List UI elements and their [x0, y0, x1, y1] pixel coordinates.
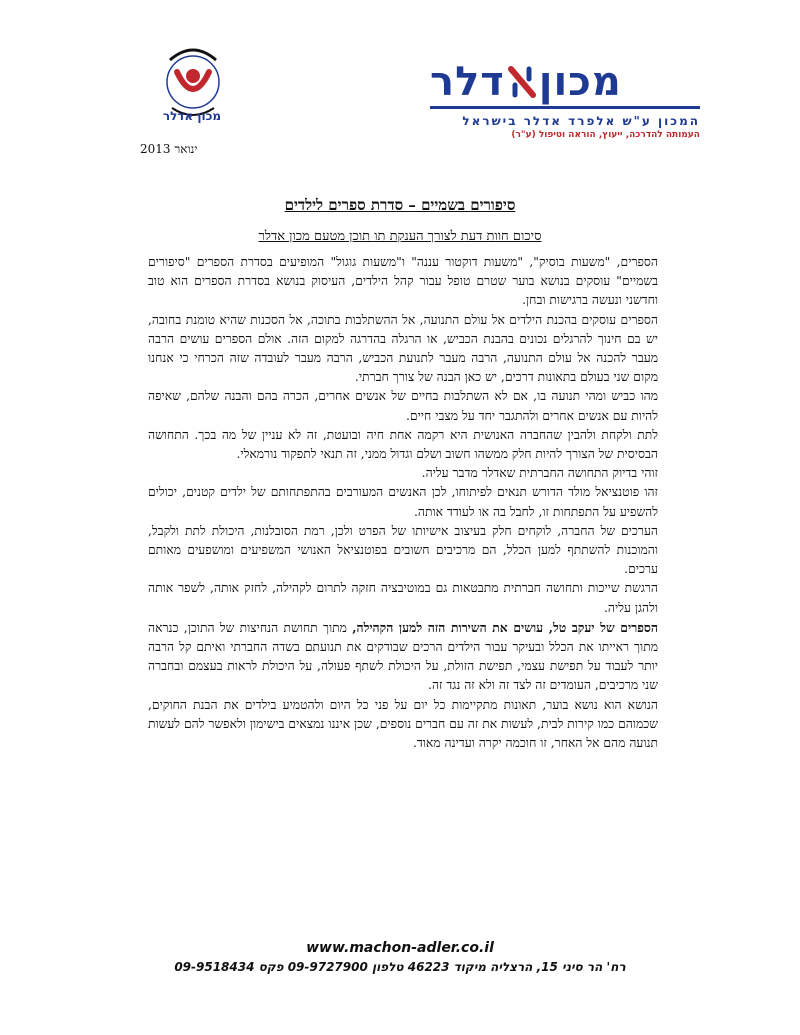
letter-aleph-mark-icon [507, 65, 537, 99]
paragraph: הערכים של החברה, לוקחים חלק בעיצוב אישיותו של הפרט ולכן, רמת הסובלנות, היכולת לתת ולקבל, והמוכנות להשתתף למען הכלל, הם מרכיבים חשובים בפוטנציאל האנושי המשפיעים ומושפעים מאותם ערכים. [148, 523, 658, 577]
seal-name: מכון אדלר [162, 109, 222, 123]
document-title: סיפורים בשמיים – סדרת ספרים לילדים [284, 196, 516, 214]
contact-address: רח' הר סיני 15, הרצליה מיקוד 46223 טלפון 09-9727900 פקס 09-9518434 [174, 960, 626, 974]
paragraph: הספרים, "משעות בוסיק", "משעות דוקטור עננה" ו"משעות גוגול" המופיעים בסדרת הספרים "סיפורים בשמיים" עוסקים בנושא בוער שטרם טופל עבור קהל הילדים, העיסוק בנושא בסדרת הספרים הוא טוב וחדשני ונעשה ברגישות ובחן. [148, 255, 658, 308]
website-link[interactable]: www.machon-adler.co.il [306, 940, 494, 956]
institute-tagline: העמותה להדרכה, ייעוץ, הוראה וטיפול (ע"ר) [511, 130, 700, 140]
closing-paragraph: הנושא הוא נושא בוער, תאונות מתקיימות כל יום על פני כל היום ולהטמיע בילדים את הבנת החוקים, שכמוהם כמו קירות לבית, לעשות את זה עם חברים נוספים, שכן איננו נמצאים בישימון ולאפשר להם לעשות תנועה מהם אל האחר, זו חוכמה יקרה ועדינה מאוד. [148, 697, 658, 751]
paragraph: מהו כביש ומהי תנועה בו, אם לא השתלבות בחיים של אנשים אחרים, הכרה בהם והבנה שלהם, שאיפה להיות עם אנשים אחרים ולהתגבר יחד על מצבי חיים. [148, 389, 658, 423]
highlight-paragraph [148, 618, 658, 696]
document-subtitle: סיכום חוות דעת לצורך הענקת תו תוכן מטעם מכון אדלר [258, 229, 542, 244]
document-body [148, 253, 658, 753]
paragraph: הרגשת שייכות ותחושה חברתית מתבטאות גם במוטיבציה חזקה לתרום לקהילה, לחזק אותה, לשפר אותה ולהגן עליה. [148, 581, 658, 615]
institute-logo [430, 60, 700, 142]
logo-wordmark [430, 60, 700, 104]
paragraph: הספרים עוסקים בהכנת הילדים אל עולם התנועה, אל ההשתלבות בתוכה, אל הסכנות שהיא טומנת בחובה, יש בם חינוך להרגלים נכונים בהבנת הכביש, או הרגלה בהדרגה למקום הזה. אולם הספרים עושים הרבה מעבר להכנה אל עולם התנועה, הרבה מעבר לתנועת הכביש, הרבה מעבר לעובדה שזה הכרחי כי אנחנו מקום שני בעולם בתאונות דרכים, יש כאן הבנה של צורך חברתי. [148, 312, 658, 385]
logo-word-left: מכון [538, 59, 622, 105]
highlight-rest: מתוך תחושת הנחיצות של התוכן, כנראה מתוך ראייתו את הכלל ובעיקר עבור הילדים הרכים שבודקים את תנועתם בשדה החברתי ואיתם קל הרבה יותר לעבוד על תפישת עצמי, תפישת הזולת, על היכולת לשתף פעולה, על היכולת לראות בעצמם ובחברה שני מרכיבים, העומדים זה לצד זה ולא זה נגד זה. [148, 620, 658, 693]
paragraph: זהו פוטנציאל מולד הדורש תנאים לפיתוחו, לכן האנשים המעורבים בהתפתחותם של ילדים קטנים, יכולים להשפיע על התפתחות זו, לחבל בה או לעודד אותה. [148, 485, 658, 519]
institute-name: המכון ע"ש אלפרד אדלר בישראל [462, 114, 700, 128]
paragraph: זוהי בדיוק התחושה החברתית שאדלר מדבר עליה. [421, 466, 658, 481]
highlight-lead: הספרים של יעקב טל, עושים את השירות הזה למען הקהילה, [352, 619, 658, 635]
paragraph: לתת ולקחת ולהבין שהחברה האנושית היא רקמה אחת חיה ובועטת, זה לא עניין של מה בכך. התחושה הבסיסית של הצורך להיות חלק ממשהו חשוב ושלם וגדול ממני, זה תנאי לתפקוד נורמאלי. [148, 427, 658, 462]
logo-divider [430, 106, 700, 109]
document-date: ינואר 2013 [140, 142, 198, 156]
logo-word-right: דלר [430, 59, 505, 105]
